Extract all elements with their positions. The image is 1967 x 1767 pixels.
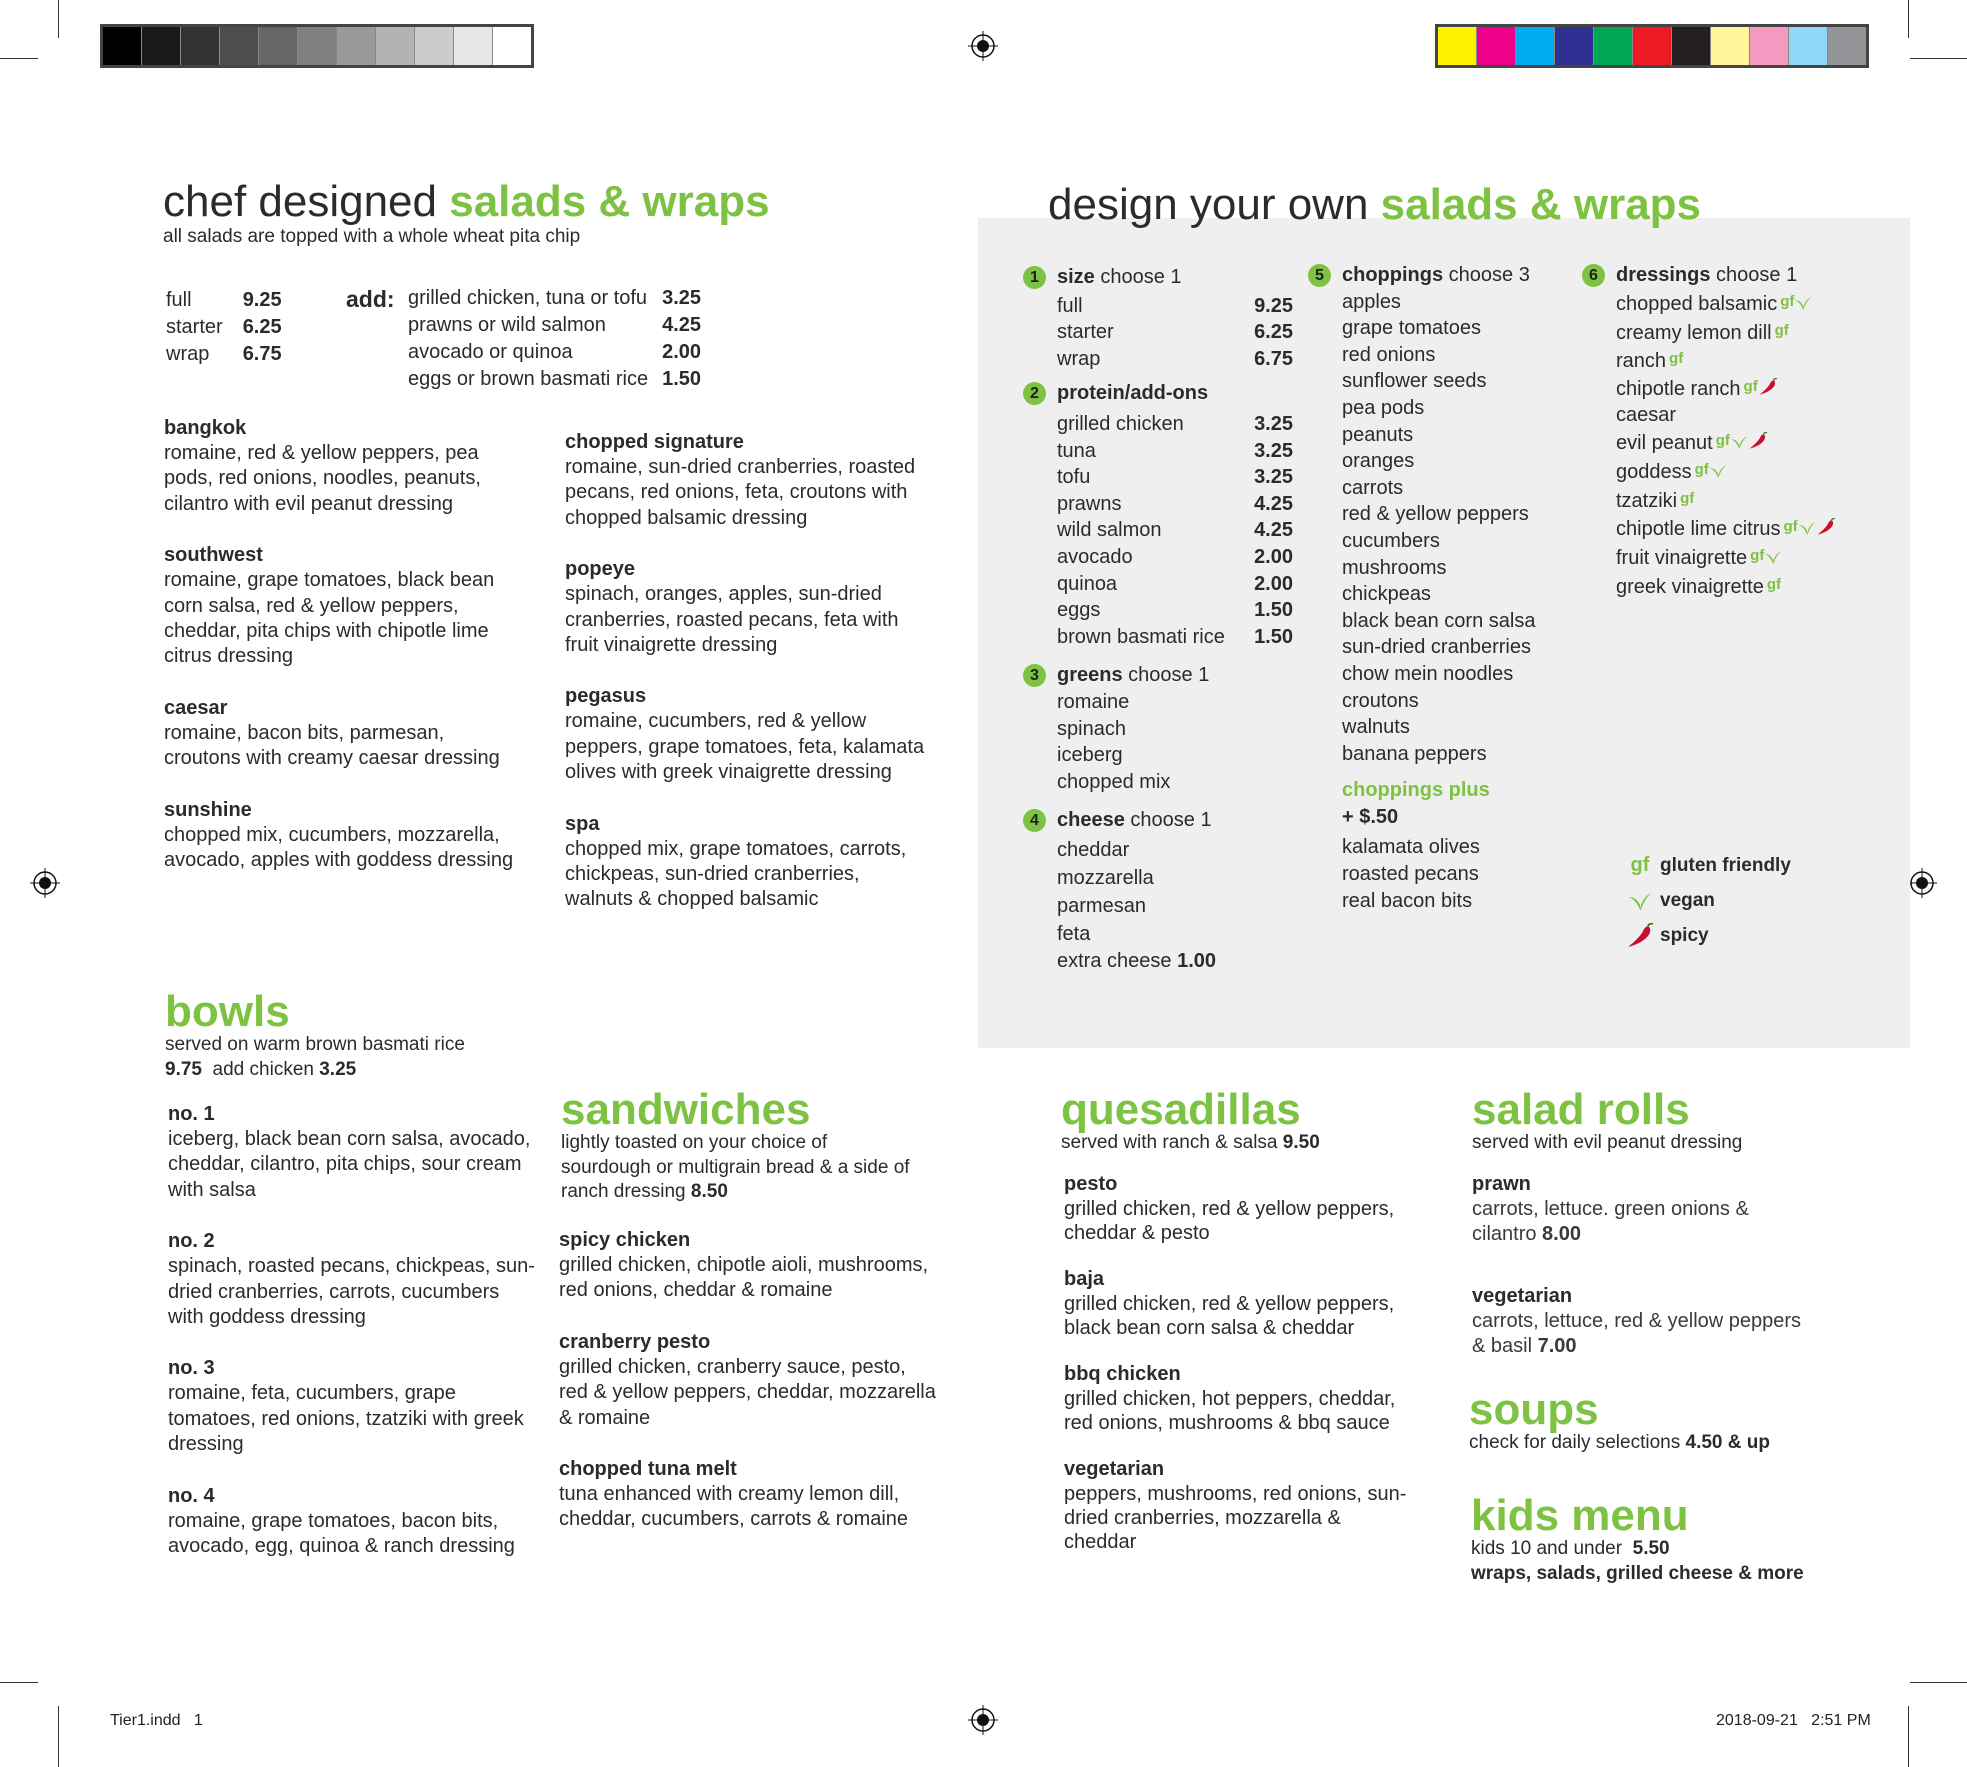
choppings-option: chow mein noodles bbox=[1342, 662, 1514, 685]
sandwich-item bbox=[559, 1457, 939, 1533]
choppings-option: sunflower seeds bbox=[1342, 370, 1487, 393]
size-price-row bbox=[166, 314, 282, 341]
color-swatch bbox=[1789, 27, 1828, 65]
step-choppings-header: 5 choppings choose 3 bbox=[1342, 262, 1582, 289]
salad-size-price-table bbox=[166, 287, 282, 368]
protein-option-price: 4.25 bbox=[1254, 519, 1293, 542]
cheese-option: parmesan bbox=[1057, 894, 1146, 917]
dressing-option bbox=[1616, 543, 1896, 572]
dressing-option bbox=[1616, 486, 1896, 514]
cheese-options bbox=[1057, 836, 1293, 948]
choppings-option: walnuts bbox=[1342, 716, 1410, 739]
dressing-name: caesar bbox=[1616, 403, 1677, 426]
quesadilla-item-description: grilled chicken, hot peppers, cheddar, red onions, mushrooms & bbq sauce bbox=[1064, 1388, 1396, 1434]
chef-designed-subtitle: all salads are topped with a whole wheat pita chip bbox=[163, 226, 581, 247]
vegan-leaf-icon bbox=[1764, 547, 1782, 572]
gluten-friendly-icon: gf bbox=[1750, 546, 1765, 564]
design-your-own-heading: design your own salads & wraps bbox=[1048, 180, 1702, 229]
add-on-name: prawns or wild salmon bbox=[408, 314, 606, 336]
dietary-legend bbox=[1620, 848, 1791, 953]
chef-salad-item bbox=[164, 543, 524, 670]
gray-swatch bbox=[493, 27, 531, 65]
color-swatch bbox=[1477, 27, 1516, 65]
color-swatch bbox=[1555, 27, 1594, 65]
dressing-option bbox=[1616, 403, 1896, 428]
choppings-plus-heading: choppings plus bbox=[1342, 779, 1490, 802]
add-on-price: 4.25 bbox=[662, 314, 702, 336]
add-on-row bbox=[408, 312, 701, 339]
greens-option: spinach bbox=[1057, 717, 1126, 740]
vegan-leaf-icon bbox=[1794, 293, 1812, 318]
protein-option-name: prawns bbox=[1057, 492, 1122, 515]
sandwiches-heading: sandwiches bbox=[561, 1085, 811, 1134]
size-option bbox=[1057, 293, 1293, 320]
dressing-name: fruit vinaigrette bbox=[1616, 546, 1748, 569]
add-on-name: eggs or brown basmati rice bbox=[408, 368, 649, 390]
choppings-option: black bean corn salsa bbox=[1342, 609, 1536, 632]
step-5-badge: 5 bbox=[1308, 264, 1331, 287]
choppings-plus-option: roasted pecans bbox=[1342, 863, 1479, 886]
bowl-item-title: no. 4 bbox=[168, 1484, 215, 1507]
add-on-price: 1.50 bbox=[662, 368, 702, 390]
quesadillas-list bbox=[1064, 1172, 1414, 1576]
gray-swatch bbox=[454, 27, 493, 65]
add-on-name: avocado or quinoa bbox=[408, 341, 573, 363]
chef-salad-item bbox=[565, 430, 925, 531]
bowls-subtitle: served on warm brown basmati rice bbox=[165, 1034, 465, 1055]
step-greens-header: 3 greens choose 1 bbox=[1057, 662, 1293, 689]
chef-salad-item bbox=[164, 416, 524, 517]
choppings-option: grape tomatoes bbox=[1342, 317, 1481, 340]
dressing-option bbox=[1616, 289, 1896, 318]
bowls-heading: bowls bbox=[165, 987, 290, 1036]
size-price-row bbox=[166, 341, 282, 368]
dressing-name: chopped balsamic bbox=[1616, 292, 1778, 315]
dyo-column-1 bbox=[1030, 264, 1293, 974]
chef-salad-item-description: romaine, cucumbers, red & yellow peppers, grape tomatoes, feta, kalamata olives with greek vinaigrette dressing bbox=[565, 710, 925, 784]
chef-salads-column-2 bbox=[565, 430, 925, 939]
choppings-option: sun-dried cranberries bbox=[1342, 636, 1531, 659]
chef-salad-item-description: romaine, sun-dried cranberries, roasted pecans, red onions, feta, croutons with chopped balsamic dressing bbox=[565, 456, 916, 529]
protein-option-price: 3.25 bbox=[1254, 412, 1293, 435]
salad-roll-item-price: 7.00 bbox=[1537, 1335, 1577, 1358]
cheese-option: feta bbox=[1057, 922, 1091, 945]
chef-salads-column-1 bbox=[164, 416, 524, 899]
gray-swatch bbox=[298, 27, 337, 65]
cheese-option: mozzarella bbox=[1057, 866, 1154, 889]
protein-option-price: 4.25 bbox=[1254, 492, 1293, 515]
chef-salad-item-title: chopped signature bbox=[565, 431, 744, 453]
color-swatch bbox=[1594, 27, 1633, 65]
spicy-pepper-icon bbox=[1758, 378, 1778, 403]
size-price: 6.25 bbox=[242, 316, 282, 338]
choppings-option: red & yellow peppers bbox=[1342, 503, 1529, 526]
protein-option bbox=[1057, 544, 1293, 571]
protein-option-name: tuna bbox=[1057, 439, 1096, 462]
chef-salad-item bbox=[164, 696, 524, 772]
protein-option-price: 1.50 bbox=[1254, 625, 1293, 648]
dyo-column-2 bbox=[1315, 262, 1582, 914]
choppings-plus-option: real bacon bits bbox=[1342, 889, 1473, 912]
dressing-options bbox=[1616, 289, 1896, 600]
step-6-badge: 6 bbox=[1582, 264, 1605, 287]
cheese-option: cheddar bbox=[1057, 838, 1130, 861]
soups-heading: soups bbox=[1469, 1385, 1599, 1434]
dressing-name: chipotle lime citrus bbox=[1616, 517, 1781, 540]
choppings-option: banana peppers bbox=[1342, 742, 1487, 765]
salad-roll-item-description: carrots, lettuce. green onions & cilantro 8.00 bbox=[1472, 1198, 1749, 1246]
bowls-price-line: 9.75 add chicken 3.25 bbox=[165, 1059, 357, 1080]
spicy-pepper-icon bbox=[1748, 432, 1768, 457]
salad-roll-item-description: carrots, lettuce, red & yellow peppers & basil 7.00 bbox=[1472, 1309, 1802, 1358]
registration-mark-bottom bbox=[968, 1705, 998, 1735]
protein-option-name: eggs bbox=[1057, 599, 1101, 622]
sandwich-item bbox=[559, 1228, 939, 1304]
choppings-option: mushrooms bbox=[1342, 556, 1447, 579]
protein-option-price: 2.00 bbox=[1254, 545, 1293, 568]
size-option-price: 6.75 bbox=[1254, 347, 1293, 370]
bowls-list bbox=[168, 1102, 538, 1585]
gray-swatch bbox=[415, 27, 454, 65]
gluten-friendly-icon: gf bbox=[1630, 854, 1650, 876]
gluten-friendly-icon: gf bbox=[1694, 460, 1709, 478]
chef-designed-heading: chef designed salads & wraps bbox=[163, 177, 770, 226]
quesadilla-item-title: pesto bbox=[1064, 1173, 1118, 1195]
sandwich-item-title: cranberry pesto bbox=[559, 1330, 711, 1353]
gray-swatch bbox=[337, 27, 376, 65]
dyo-column-3 bbox=[1589, 262, 1896, 600]
chef-salad-item-title: caesar bbox=[164, 696, 228, 719]
registration-mark-right bbox=[1907, 868, 1937, 898]
dressing-name: evil peanut bbox=[1616, 431, 1713, 454]
gray-swatch bbox=[181, 27, 220, 65]
dressing-name: ranch bbox=[1616, 349, 1667, 372]
salad-rolls-heading: salad rolls bbox=[1472, 1085, 1690, 1134]
vegan-leaf-icon bbox=[1620, 890, 1660, 912]
choppings-plus-options bbox=[1342, 834, 1582, 914]
choppings-option: oranges bbox=[1342, 450, 1415, 473]
vegan-leaf-icon bbox=[1798, 518, 1816, 543]
step-2-badge: 2 bbox=[1023, 382, 1046, 405]
choppings-option: carrots bbox=[1342, 476, 1404, 499]
soups-subtitle: check for daily selections 4.50 & up bbox=[1469, 1432, 1770, 1453]
gluten-friendly-icon: gf bbox=[1783, 517, 1798, 535]
size-option-name: full bbox=[1057, 294, 1083, 317]
gray-swatch bbox=[103, 27, 142, 65]
chef-salad-item-description: romaine, grape tomatoes, black bean corn salsa, red & yellow peppers, cheddar, pita chips with chipotle lime citrus dressing bbox=[164, 569, 495, 668]
greens-option: chopped mix bbox=[1057, 770, 1171, 793]
dressing-name: creamy lemon dill bbox=[1616, 321, 1772, 344]
kids-menu-heading: kids menu bbox=[1471, 1491, 1689, 1540]
chef-salad-item bbox=[565, 812, 925, 913]
dressing-option bbox=[1616, 572, 1896, 600]
step-4-badge: 4 bbox=[1023, 809, 1046, 832]
size-option-name: starter bbox=[1057, 321, 1114, 344]
add-on-row bbox=[408, 285, 701, 312]
sandwiches-list bbox=[559, 1228, 939, 1559]
protein-option-name: quinoa bbox=[1057, 572, 1118, 595]
gray-swatch bbox=[376, 27, 415, 65]
bowl-item bbox=[168, 1229, 538, 1330]
size-price-row bbox=[166, 287, 282, 314]
vegan-leaf-icon bbox=[1709, 461, 1727, 486]
step-cheese-header: 4 cheese choose 1 bbox=[1057, 807, 1293, 834]
legend-gluten-friendly: gf gluten friendly bbox=[1630, 854, 1791, 876]
choppings-option: pea pods bbox=[1342, 396, 1425, 419]
gray-swatch bbox=[142, 27, 181, 65]
add-on-price: 3.25 bbox=[662, 287, 702, 309]
gluten-friendly-icon: gf bbox=[1680, 489, 1695, 507]
gluten-friendly-icon: gf bbox=[1669, 349, 1684, 367]
size-name: full bbox=[166, 289, 192, 311]
chef-salad-item-title: popeye bbox=[565, 558, 636, 581]
protein-option-name: tofu bbox=[1057, 466, 1091, 489]
protein-option-name: wild salmon bbox=[1057, 519, 1162, 542]
registration-mark-left bbox=[30, 868, 60, 898]
protein-option bbox=[1057, 624, 1293, 651]
size-name: wrap bbox=[166, 343, 210, 365]
quesadilla-item-title: vegetarian bbox=[1064, 1458, 1165, 1480]
dressing-option bbox=[1616, 457, 1896, 486]
color-swatch bbox=[1672, 27, 1711, 65]
quesadilla-item bbox=[1064, 1362, 1414, 1435]
quesadilla-item bbox=[1064, 1457, 1414, 1554]
add-on-row bbox=[408, 366, 701, 393]
spicy-pepper-icon bbox=[1620, 923, 1660, 949]
grayscale-color-bar bbox=[100, 24, 534, 68]
size-option bbox=[1057, 319, 1293, 346]
choppings-option: cucumbers bbox=[1342, 529, 1440, 552]
add-on-price: 2.00 bbox=[662, 341, 702, 363]
greens-options bbox=[1057, 689, 1293, 795]
quesadilla-item-description: grilled chicken, red & yellow peppers, cheddar & pesto bbox=[1064, 1198, 1395, 1244]
gluten-friendly-icon: gf bbox=[1715, 431, 1730, 449]
quesadilla-item-description: peppers, mushrooms, red onions, sun-dried cranberries, mozzarella & cheddar bbox=[1064, 1483, 1407, 1553]
bowl-item-title: no. 3 bbox=[168, 1357, 215, 1380]
salad-roll-item-title: vegetarian bbox=[1472, 1284, 1573, 1307]
dressing-name: chipotle ranch bbox=[1616, 377, 1741, 400]
chef-salad-item-title: pegasus bbox=[565, 685, 647, 708]
add-on-row bbox=[408, 339, 701, 366]
sandwich-item-title: chopped tuna melt bbox=[559, 1457, 737, 1480]
protein-options bbox=[1057, 411, 1293, 650]
bowl-item bbox=[168, 1356, 538, 1457]
choppings-options bbox=[1342, 289, 1582, 768]
choppings-option: red onions bbox=[1342, 343, 1436, 366]
protein-option-name: avocado bbox=[1057, 545, 1133, 568]
kids-menu-note: wraps, salads, grilled cheese & more bbox=[1471, 1563, 1804, 1584]
step-protein-header: 2 protein/add-ons bbox=[1057, 380, 1293, 407]
greens-option: iceberg bbox=[1057, 744, 1123, 767]
bowl-item bbox=[168, 1102, 538, 1203]
protein-option bbox=[1057, 411, 1293, 438]
size-option bbox=[1057, 346, 1293, 373]
dressing-name: greek vinaigrette bbox=[1616, 575, 1764, 598]
step-dressings-header: 6 dressings choose 1 bbox=[1616, 262, 1896, 289]
color-swatch bbox=[1828, 27, 1866, 65]
gray-swatch bbox=[259, 27, 298, 65]
bowl-item bbox=[168, 1484, 538, 1560]
legend-spicy: spicy bbox=[1620, 918, 1791, 953]
step-3-badge: 3 bbox=[1023, 664, 1046, 687]
chef-salad-item-description: chopped mix, cucumbers, mozzarella, avocado, apples with goddess dressing bbox=[164, 823, 514, 871]
protein-option-price: 3.25 bbox=[1254, 439, 1293, 462]
quesadilla-item-description: grilled chicken, red & yellow peppers, black bean corn salsa & cheddar bbox=[1064, 1293, 1395, 1339]
choppings-option: croutons bbox=[1342, 689, 1419, 712]
process-color-bar bbox=[1435, 24, 1869, 68]
sandwich-item-description: grilled chicken, cranberry sauce, pesto, red & yellow peppers, cheddar, mozzarella & romaine bbox=[559, 1355, 936, 1429]
gluten-friendly-icon: gf bbox=[1780, 292, 1795, 310]
spicy-pepper-icon bbox=[1816, 518, 1836, 543]
protein-option bbox=[1057, 464, 1293, 491]
step-1-badge: 1 bbox=[1023, 266, 1046, 289]
salad-rolls-list bbox=[1472, 1172, 1812, 1396]
sandwich-item-description: tuna enhanced with creamy lemon dill, cheddar, cucumbers, carrots & romaine bbox=[559, 1482, 909, 1531]
bowl-item-description: iceberg, black bean corn salsa, avocado, cheddar, cilantro, pita chips, sour cream with salsa bbox=[168, 1128, 531, 1201]
gluten-friendly-icon: gf bbox=[1774, 321, 1789, 339]
salad-roll-item-title: prawn bbox=[1472, 1173, 1531, 1195]
legend-vegan: vegan bbox=[1620, 883, 1791, 918]
bowl-item-title: no. 2 bbox=[168, 1230, 215, 1253]
add-ons-price-table bbox=[408, 285, 701, 393]
quesadilla-item-title: baja bbox=[1064, 1268, 1105, 1290]
sandwich-item-title: spicy chicken bbox=[559, 1229, 691, 1251]
chef-salad-item-description: chopped mix, grape tomatoes, carrots, chickpeas, sun-dried cranberries, walnuts & chopped balsamic bbox=[565, 837, 907, 911]
quesadillas-subtitle: served with ranch & salsa 9.50 bbox=[1061, 1132, 1320, 1153]
size-name: starter bbox=[166, 316, 223, 338]
kids-menu-subtitle: kids 10 and under 5.50 bbox=[1471, 1538, 1670, 1559]
dressing-option bbox=[1616, 374, 1896, 403]
chef-salad-item-title: sunshine bbox=[164, 798, 252, 821]
choppings-option: peanuts bbox=[1342, 423, 1414, 446]
protein-option bbox=[1057, 517, 1293, 544]
sandwiches-subtitle: lightly toasted on your choice of sourdough or multigrain bread & a side of ranch dressing 8.50 bbox=[561, 1132, 910, 1203]
color-swatch bbox=[1516, 27, 1555, 65]
dressing-name: goddess bbox=[1616, 460, 1692, 483]
chef-salad-item-title: bangkok bbox=[164, 417, 247, 439]
salad-roll-item bbox=[1472, 1284, 1812, 1360]
protein-option-name: brown basmati rice bbox=[1057, 625, 1225, 648]
gluten-friendly-icon: gf bbox=[1743, 377, 1758, 395]
footer-timestamp: 2018-09-21 2:51 PM bbox=[1716, 1712, 1871, 1729]
protein-option bbox=[1057, 438, 1293, 465]
color-swatch bbox=[1750, 27, 1789, 65]
chef-salad-item-description: spinach, oranges, apples, sun-dried cranberries, roasted pecans, feta with fruit vinaigrette dressing bbox=[565, 583, 899, 656]
greens-option: romaine bbox=[1057, 690, 1130, 713]
quesadilla-item-title: bbq chicken bbox=[1064, 1363, 1181, 1385]
salad-roll-item bbox=[1472, 1172, 1812, 1248]
protein-option-price: 1.50 bbox=[1254, 599, 1293, 622]
dressing-name: tzatziki bbox=[1616, 489, 1678, 512]
protein-option-price: 2.00 bbox=[1254, 572, 1293, 595]
dressing-option bbox=[1616, 514, 1896, 543]
bowl-item-description: spinach, roasted pecans, chickpeas, sun-dried cranberries, carrots, cucumbers with goddess dressing bbox=[168, 1255, 535, 1328]
chef-salad-item-description: romaine, red & yellow peppers, pea pods, red onions, noodles, peanuts, cilantro with evil peanut dressing bbox=[164, 442, 481, 515]
choppings-option: apples bbox=[1342, 290, 1401, 313]
chef-salad-item-title: southwest bbox=[164, 544, 263, 567]
dressing-option bbox=[1616, 428, 1896, 457]
size-price: 6.75 bbox=[242, 343, 282, 365]
vegan-leaf-icon bbox=[1730, 432, 1748, 457]
registration-mark-top bbox=[968, 31, 998, 61]
protein-option bbox=[1057, 597, 1293, 624]
chef-salad-item bbox=[565, 684, 925, 785]
color-swatch bbox=[1633, 27, 1672, 65]
dressing-option bbox=[1616, 346, 1896, 374]
chef-salad-item bbox=[565, 557, 925, 658]
quesadillas-heading: quesadillas bbox=[1061, 1085, 1301, 1134]
color-swatch bbox=[1711, 27, 1750, 65]
sandwich-item bbox=[559, 1330, 939, 1431]
protein-option-price: 3.25 bbox=[1254, 466, 1293, 489]
size-option-price: 6.25 bbox=[1254, 321, 1293, 344]
choppings-option: chickpeas bbox=[1342, 583, 1431, 606]
size-option-price: 9.25 bbox=[1254, 294, 1293, 317]
size-options bbox=[1057, 293, 1293, 373]
protein-option bbox=[1057, 571, 1293, 598]
choppings-plus-price: + $.50 bbox=[1342, 805, 1399, 828]
chef-salad-item bbox=[164, 798, 524, 874]
protein-option bbox=[1057, 491, 1293, 518]
protein-option-name: grilled chicken bbox=[1057, 412, 1184, 435]
bowl-item-description: romaine, grape tomatoes, bacon bits, avocado, egg, quinoa & ranch dressing bbox=[168, 1509, 515, 1557]
sandwich-item-description: grilled chicken, chipotle aioli, mushrooms, red onions, cheddar & romaine bbox=[559, 1254, 929, 1302]
gray-swatch bbox=[220, 27, 259, 65]
bowl-item-title: no. 1 bbox=[168, 1103, 215, 1125]
chef-salad-item-description: romaine, bacon bits, parmesan, croutons with creamy caesar dressing bbox=[164, 721, 500, 770]
color-swatch bbox=[1438, 27, 1477, 65]
size-option-name: wrap bbox=[1057, 347, 1101, 370]
step-size-header: 1 size choose 1 bbox=[1057, 264, 1293, 291]
choppings-plus-option: kalamata olives bbox=[1342, 836, 1480, 859]
quesadilla-item bbox=[1064, 1172, 1414, 1245]
salad-roll-item-price: 8.00 bbox=[1542, 1223, 1581, 1246]
add-label: add: bbox=[346, 286, 395, 312]
footer-file-name: Tier1.indd 1 bbox=[110, 1712, 203, 1729]
bowl-item-description: romaine, feta, cucumbers, grape tomatoes, red onions, tzatziki with greek dressing bbox=[168, 1382, 524, 1456]
quesadilla-item bbox=[1064, 1267, 1414, 1340]
chef-salad-item-title: spa bbox=[565, 812, 600, 835]
add-on-name: grilled chicken, tuna or tofu bbox=[408, 287, 648, 309]
size-price: 9.25 bbox=[242, 289, 282, 311]
gluten-friendly-icon: gf bbox=[1766, 575, 1782, 593]
extra-cheese: extra cheese 1.00 bbox=[1057, 949, 1217, 972]
salad-rolls-subtitle: served with evil peanut dressing bbox=[1472, 1132, 1743, 1153]
dressing-option bbox=[1616, 318, 1896, 346]
